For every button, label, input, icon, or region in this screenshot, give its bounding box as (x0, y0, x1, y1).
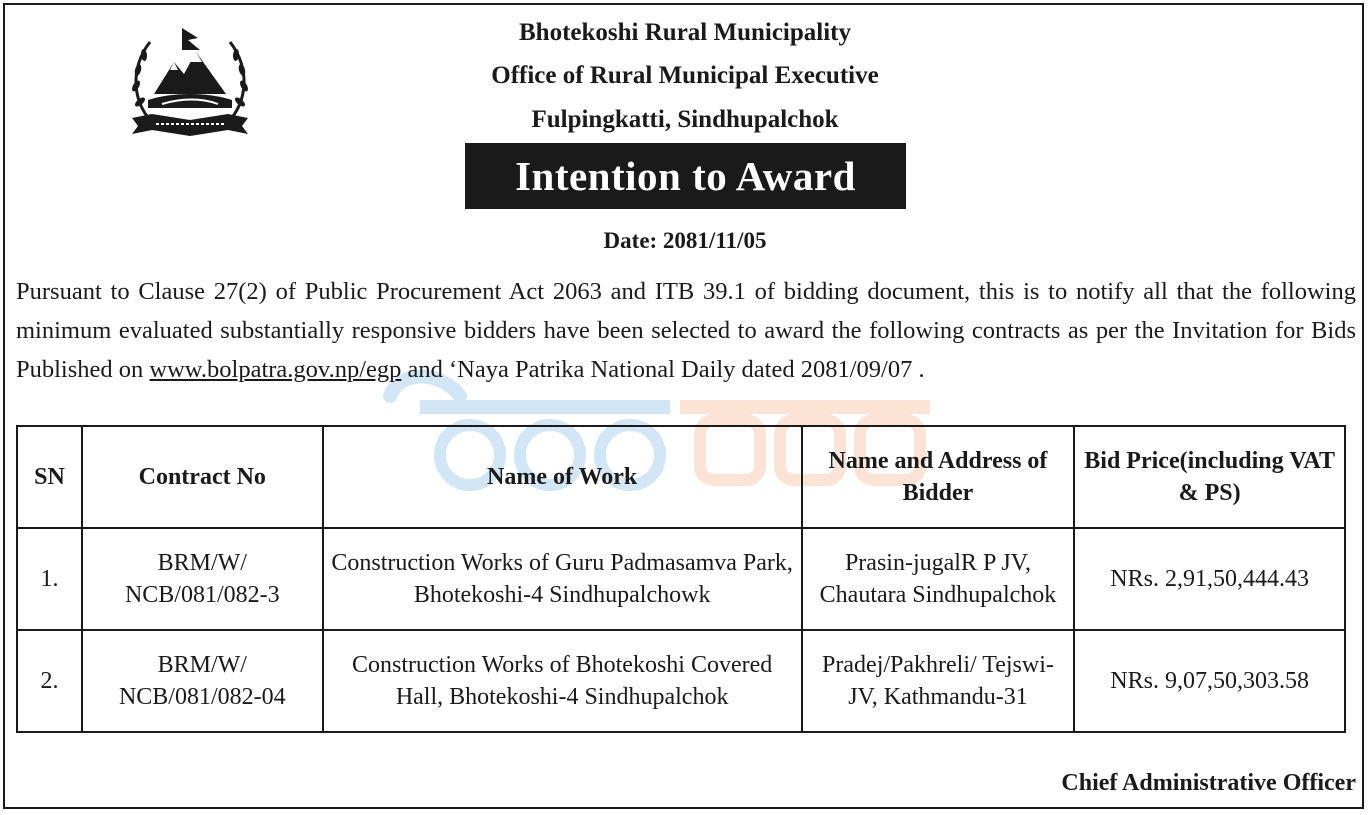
notice-body (16, 272, 1356, 389)
table-header-row (17, 426, 1345, 528)
office-address: Fulpingkatti, Sindhupalchok (531, 106, 839, 133)
cell-bidder: Pradej/Pakhreli/ Tejswi-JV, Kathmandu-31 (802, 630, 1075, 732)
bolpatra-link[interactable]: www.bolpatra.gov.np/egp (149, 356, 402, 383)
cell-name-of-work: Construction Works of Guru Padmasamva Park, Bhotekoshi-4 Sindhupalchowk (323, 528, 802, 630)
cell-bidder: Prasin-jugalR P JV, Chautara Sindhupalchok (802, 528, 1075, 630)
table-row (17, 630, 1345, 732)
body-text-before-link: Pursuant to Clause 27(2) of Public Procurement Act 2063 and ITB 39.1 of bidding document, this is to notify all that the following minimum evaluated substantially responsive bidders have been selected to award the following contracts as per the Invitation for Bids Published on (16, 278, 1356, 383)
cell-contract-no: BRM/W/ NCB/081/082-3 (82, 528, 323, 630)
header-sn: SN (17, 426, 82, 528)
body-text-after-link: and ‘Naya Patrika National Daily dated 2081/09/07 . (401, 356, 925, 383)
nepal-government-emblem-icon (122, 22, 258, 140)
header-bidder: Name and Address of Bidder (802, 426, 1075, 528)
award-table (16, 425, 1346, 733)
cell-bid-price: NRs. 2,91,50,444.43 (1074, 528, 1345, 630)
table-row (17, 528, 1345, 630)
cell-name-of-work: Construction Works of Bhotekoshi Covered Hall, Bhotekoshi-4 Sindhupalchok (323, 630, 802, 732)
municipality-name: Bhotekoshi Rural Municipality (519, 19, 851, 46)
header-contract-no: Contract No (82, 426, 323, 528)
header-name-of-work: Name of Work (323, 426, 802, 528)
notice-date: Date: 2081/11/05 (603, 228, 767, 253)
office-name: Office of Rural Municipal Executive (491, 62, 879, 89)
cell-contract-no: BRM/W/ NCB/081/082-04 (82, 630, 323, 732)
cell-sn: 1. (17, 528, 82, 630)
signatory-title: Chief Administrative Officer (1061, 770, 1356, 796)
cell-sn: 2. (17, 630, 82, 732)
notice-title: Intention to Award (465, 143, 906, 209)
header-bid-price: Bid Price(including VAT & PS) (1074, 426, 1345, 528)
cell-bid-price: NRs. 9,07,50,303.58 (1074, 630, 1345, 732)
